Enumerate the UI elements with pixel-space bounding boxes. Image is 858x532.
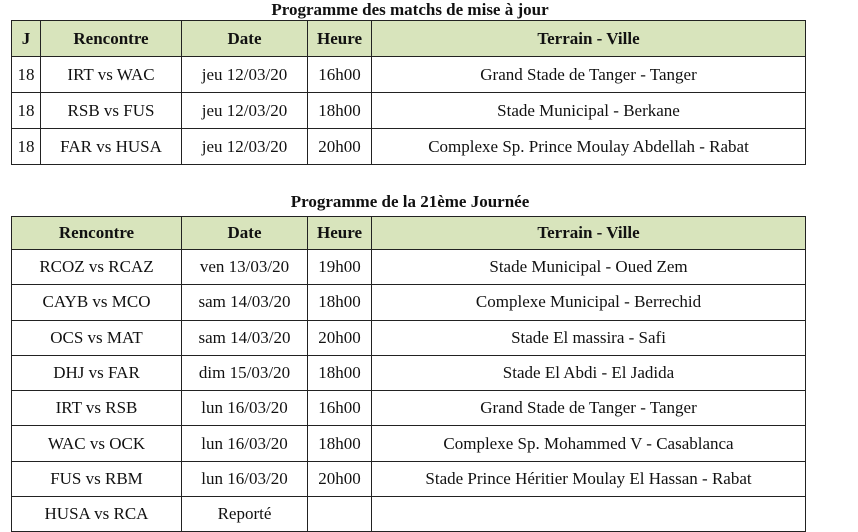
header-heure: Heure: [308, 217, 372, 250]
table-row: [12, 426, 806, 461]
table-row: [12, 93, 806, 129]
cell-heure: 16h00: [308, 391, 372, 426]
table-row: [12, 285, 806, 320]
cell-date: jeu 12/03/20: [182, 93, 308, 129]
header-heure: Heure: [308, 21, 372, 57]
catch-up-matches-table: [11, 20, 806, 165]
cell-heure: 18h00: [308, 93, 372, 129]
cell-j: 18: [12, 57, 41, 93]
cell-terrain: Grand Stade de Tanger - Tanger: [372, 391, 806, 426]
cell-heure: 18h00: [308, 355, 372, 390]
cell-rencontre: HUSA vs RCA: [12, 497, 182, 532]
header-terrain: Terrain - Ville: [372, 217, 806, 250]
cell-rencontre: IRT vs WAC: [41, 57, 182, 93]
section1-title: Programme des matchs de mise à jour: [271, 0, 549, 19]
table-row: [12, 355, 806, 390]
cell-terrain: Complexe Municipal - Berrechid: [372, 285, 806, 320]
cell-j: 18: [12, 93, 41, 129]
cell-heure: 18h00: [308, 426, 372, 461]
cell-heure: 18h00: [308, 285, 372, 320]
cell-rencontre: FAR vs HUSA: [41, 129, 182, 165]
header-date: Date: [182, 217, 308, 250]
cell-heure: 20h00: [308, 320, 372, 355]
table-row: [12, 57, 806, 93]
cell-rencontre: WAC vs OCK: [12, 426, 182, 461]
cell-date: Reporté: [182, 497, 308, 532]
cell-terrain: [372, 497, 806, 532]
header-j: J: [12, 21, 41, 57]
cell-terrain: Stade Municipal - Berkane: [372, 93, 806, 129]
cell-heure: 20h00: [308, 129, 372, 165]
cell-rencontre: OCS vs MAT: [12, 320, 182, 355]
cell-rencontre: IRT vs RSB: [12, 391, 182, 426]
cell-rencontre: FUS vs RBM: [12, 461, 182, 496]
cell-date: jeu 12/03/20: [182, 129, 308, 165]
cell-heure: 19h00: [308, 250, 372, 285]
matchday-21-table: [11, 216, 806, 532]
cell-j: 18: [12, 129, 41, 165]
cell-date: lun 16/03/20: [182, 391, 308, 426]
table-row: [12, 320, 806, 355]
cell-heure: [308, 497, 372, 532]
table-row: [12, 391, 806, 426]
cell-heure: 16h00: [308, 57, 372, 93]
cell-date: lun 16/03/20: [182, 461, 308, 496]
table-row: [12, 461, 806, 496]
header-rencontre: Rencontre: [41, 21, 182, 57]
cell-terrain: Stade Prince Héritier Moulay El Hassan - Rabat: [372, 461, 806, 496]
header-terrain: Terrain - Ville: [372, 21, 806, 57]
table-row: [12, 129, 806, 165]
cell-date: lun 16/03/20: [182, 426, 308, 461]
cell-date: dim 15/03/20: [182, 355, 308, 390]
table-header-row: [12, 217, 806, 250]
cell-date: sam 14/03/20: [182, 320, 308, 355]
cell-heure: 20h00: [308, 461, 372, 496]
cell-date: jeu 12/03/20: [182, 57, 308, 93]
table-header-row: [12, 21, 806, 57]
cell-date: ven 13/03/20: [182, 250, 308, 285]
header-rencontre: Rencontre: [12, 217, 182, 250]
cell-terrain: Stade El Abdi - El Jadida: [372, 355, 806, 390]
cell-rencontre: CAYB vs MCO: [12, 285, 182, 320]
cell-terrain: Complexe Sp. Prince Moulay Abdellah - Rabat: [372, 129, 806, 165]
cell-terrain: Grand Stade de Tanger - Tanger: [372, 57, 806, 93]
cell-date: sam 14/03/20: [182, 285, 308, 320]
cell-rencontre: RCOZ vs RCAZ: [12, 250, 182, 285]
table-row: [12, 250, 806, 285]
table-row: [12, 497, 806, 532]
header-date: Date: [182, 21, 308, 57]
cell-terrain: Stade Municipal - Oued Zem: [372, 250, 806, 285]
cell-rencontre: DHJ vs FAR: [12, 355, 182, 390]
section2-title: Programme de la 21ème Journée: [290, 192, 530, 211]
cell-terrain: Complexe Sp. Mohammed V - Casablanca: [372, 426, 806, 461]
cell-terrain: Stade El massira - Safi: [372, 320, 806, 355]
cell-rencontre: RSB vs FUS: [41, 93, 182, 129]
